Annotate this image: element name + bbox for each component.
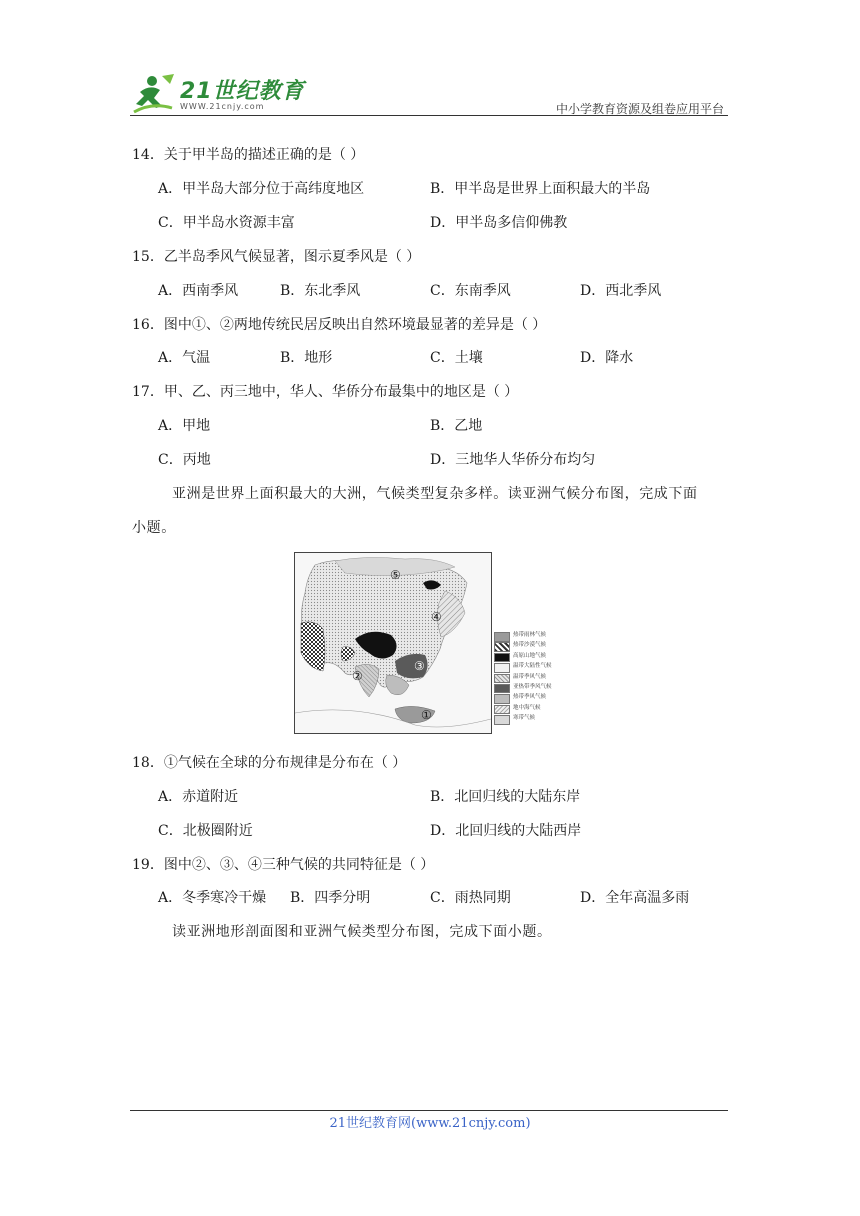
question-15-option-a: A．西南季风 bbox=[158, 283, 239, 299]
map-marker-4: ④ bbox=[431, 610, 442, 624]
legend-swatch bbox=[494, 694, 510, 704]
question-15-option-d: D．西北季风 bbox=[580, 283, 662, 299]
question-19-option-a: A．冬季寒冷干燥 bbox=[158, 890, 267, 906]
footer-link[interactable]: 21世纪教育网(www.21cnjy.com) bbox=[329, 1116, 531, 1131]
question-15-option-b: B．东北季风 bbox=[280, 283, 361, 299]
legend-label: 热带季风气候 bbox=[513, 694, 547, 701]
legend-label: 热带沙漠气候 bbox=[513, 642, 547, 649]
question-18-stem: 18．①气候在全球的分布规律是分布在（ ） bbox=[132, 755, 407, 771]
question-16-stem: 16．图中①、②两地传统民居反映出自然环境最显著的差异是（ ） bbox=[132, 317, 547, 333]
map-marker-3: ③ bbox=[414, 659, 425, 673]
header-divider bbox=[130, 115, 728, 116]
legend-label: 温带大陆性气候 bbox=[513, 663, 552, 670]
question-19-option-b: B．四季分明 bbox=[290, 890, 371, 906]
legend-item bbox=[494, 631, 574, 641]
next-section-intro: 读亚洲地形剖面图和亚洲气候类型分布图，完成下面小题。 bbox=[172, 924, 552, 940]
legend-item bbox=[494, 673, 574, 683]
question-19-stem: 19．图中②、③、④三种气候的共同特征是（ ） bbox=[132, 857, 435, 873]
legend-swatch bbox=[494, 632, 510, 642]
legend-label: 寒带气候 bbox=[513, 715, 536, 722]
legend-label: 热带雨林气候 bbox=[513, 632, 547, 638]
question-17-option-c: C．丙地 bbox=[158, 452, 211, 468]
question-17-option-d: D．三地华人华侨分布均匀 bbox=[430, 452, 596, 468]
question-16-option-c: C．土壤 bbox=[430, 350, 483, 366]
question-14-stem: 14．关于甲半岛的描述正确的是（ ） bbox=[132, 147, 365, 163]
question-15-option-c: C．东南季风 bbox=[430, 283, 511, 299]
legend-item bbox=[494, 683, 574, 693]
map-marker-1: ① bbox=[421, 708, 432, 722]
question-18-option-a: A．赤道附近 bbox=[158, 789, 239, 805]
question-14-option-a: A．甲半岛大部分位于高纬度地区 bbox=[158, 181, 365, 197]
runner-logo-icon bbox=[132, 72, 176, 114]
question-17-option-a: A．甲地 bbox=[158, 418, 211, 434]
legend-label: 温带季风气候 bbox=[513, 673, 547, 680]
question-16-option-d: D．降水 bbox=[580, 350, 634, 366]
legend-item bbox=[494, 641, 574, 651]
intro-paragraph-line-2: 小题。 bbox=[132, 520, 176, 536]
question-17-option-b: B．乙地 bbox=[430, 418, 483, 434]
legend-swatch bbox=[494, 715, 510, 725]
legend-swatch bbox=[494, 642, 510, 652]
legend-item bbox=[494, 652, 574, 662]
legend-item bbox=[494, 714, 574, 724]
question-15-stem: 15．乙半岛季风气候显著，图示夏季风是（ ） bbox=[132, 249, 421, 265]
legend-swatch bbox=[494, 705, 510, 715]
legend-label: 亚热带季风气候 bbox=[513, 683, 552, 690]
question-16-option-a: A．气温 bbox=[158, 350, 211, 366]
logo-text: 21世纪教育 bbox=[180, 79, 305, 104]
legend-label: 地中海气候 bbox=[513, 704, 541, 711]
question-19-option-d: D．全年高温多雨 bbox=[580, 890, 690, 906]
question-14-option-b: B．甲半岛是世界上面积最大的半岛 bbox=[430, 181, 651, 197]
legend-swatch bbox=[494, 674, 510, 684]
legend-swatch bbox=[494, 653, 510, 663]
platform-title: 中小学教育资源及组卷应用平台 bbox=[555, 102, 724, 116]
intro-paragraph-line-1: 亚洲是世界上面积最大的大洲，气候类型复杂多样。读亚洲气候分布图，完成下面 bbox=[172, 486, 698, 502]
question-18-option-d: D．北回归线的大陆西岸 bbox=[430, 823, 582, 839]
question-18-option-c: C．北极圈附近 bbox=[158, 823, 253, 839]
question-17-stem: 17．甲、乙、丙三地中，华人、华侨分布最集中的地区是（ ） bbox=[132, 384, 519, 400]
question-19-option-c: C．雨热同期 bbox=[430, 890, 511, 906]
map-marker-5: ⑤ bbox=[390, 568, 401, 582]
legend-item bbox=[494, 704, 574, 714]
asia-climate-map bbox=[294, 552, 492, 734]
question-18-option-b: B．北回归线的大陆东岸 bbox=[430, 789, 581, 805]
question-14-option-d: D．甲半岛多信仰佛教 bbox=[430, 215, 568, 231]
question-16-option-b: B．地形 bbox=[280, 350, 333, 366]
legend-item bbox=[494, 693, 574, 703]
question-14-option-c: C．甲半岛水资源丰富 bbox=[158, 215, 295, 231]
map-marker-2: ② bbox=[352, 669, 363, 683]
logo-url: WWW.21cnjy.com bbox=[180, 102, 265, 111]
legend-swatch bbox=[494, 663, 510, 673]
footer-divider bbox=[130, 1110, 728, 1111]
legend-item bbox=[494, 662, 574, 672]
map-legend bbox=[494, 631, 574, 725]
site-logo bbox=[132, 70, 307, 118]
legend-label: 高原山地气候 bbox=[513, 652, 547, 659]
legend-swatch bbox=[494, 684, 510, 694]
